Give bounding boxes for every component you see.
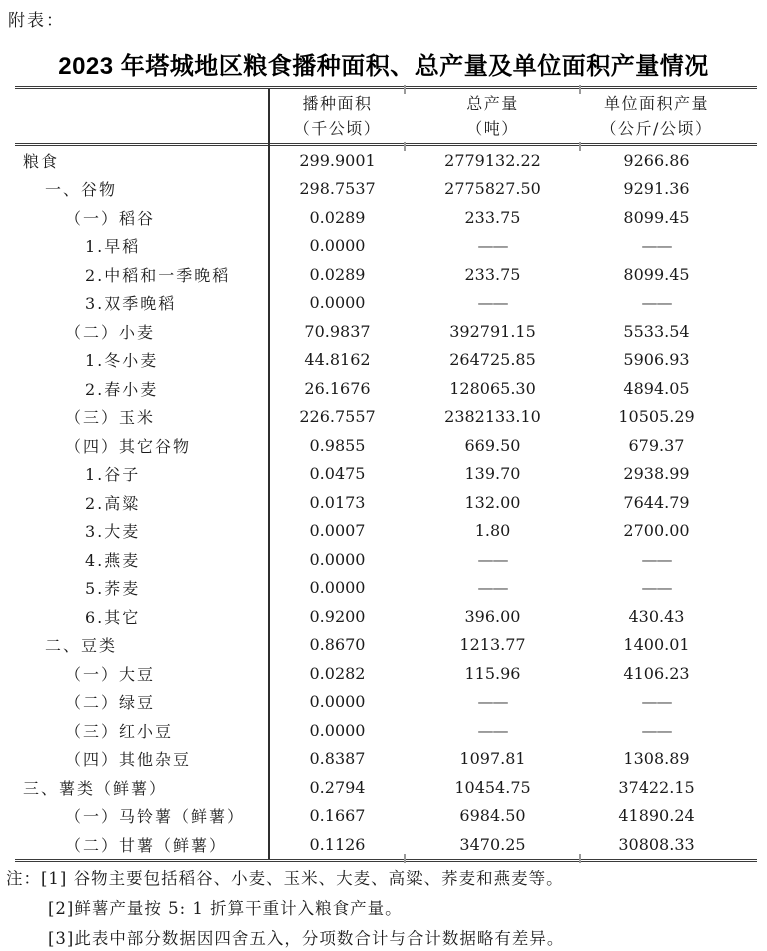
row-label: 2.春小麦 [85, 379, 159, 399]
row-value: 679.37 [628, 435, 685, 455]
row-value: 233.75 [464, 207, 521, 227]
row-label: 3.双季晚稻 [85, 294, 177, 314]
column-header-sown-area-label: 播种面积 [302, 94, 373, 113]
row-label: 3.大麦 [85, 522, 141, 542]
row-value: 0.1126 [309, 834, 366, 854]
table-row [15, 175, 757, 204]
table-row [15, 631, 757, 660]
table-row [15, 688, 757, 717]
row-value-empty: —— [641, 578, 672, 598]
row-value: 70.9837 [304, 321, 371, 341]
row-value: 115.96 [464, 663, 521, 683]
column-header-yield-per-area-label: 单位面积产量 [603, 94, 709, 113]
row-label: 三、薯类（鲜薯） [23, 778, 168, 798]
row-label: （三）红小豆 [65, 721, 174, 741]
row-label: 1.早稻 [85, 237, 141, 257]
row-label: 1.谷子 [85, 465, 141, 485]
row-value: 0.0289 [309, 264, 366, 284]
row-value: 1400.01 [623, 635, 690, 655]
table-header-row [15, 89, 757, 146]
row-value: 2700.00 [623, 521, 690, 541]
row-value: 226.7557 [299, 407, 376, 427]
row-value: 2775827.50 [444, 179, 541, 199]
row-value: 430.43 [628, 606, 685, 626]
header-label-spacer [15, 89, 270, 143]
table-row [15, 431, 757, 460]
row-value: 0.0000 [309, 578, 366, 598]
row-value: 0.0000 [309, 720, 366, 740]
row-value-empty: —— [477, 236, 508, 256]
row-value: 10454.75 [454, 777, 531, 797]
row-value-empty: —— [477, 692, 508, 712]
row-label: （三）玉米 [65, 408, 156, 428]
row-value: 2382133.10 [444, 407, 541, 427]
row-value: 4894.05 [623, 378, 690, 398]
table-row [15, 232, 757, 261]
grain-statistics-table [15, 86, 757, 862]
row-value: 0.8670 [309, 635, 366, 655]
row-value: 10505.29 [618, 407, 695, 427]
table-row [15, 716, 757, 745]
table-row [15, 802, 757, 831]
row-label: （二）绿豆 [65, 693, 156, 713]
column-separator-tick [579, 85, 581, 94]
row-value-empty: —— [477, 293, 508, 313]
row-value: 0.0000 [309, 293, 366, 313]
row-value: 0.0289 [309, 207, 366, 227]
annex-label: 附表： [8, 11, 65, 31]
row-value: 5906.93 [623, 350, 690, 370]
row-value: 298.7537 [299, 179, 376, 199]
table-row [15, 346, 757, 375]
row-value: 139.70 [464, 464, 521, 484]
table-row [15, 545, 757, 574]
row-value: 0.1667 [309, 806, 366, 826]
row-value: 2779132.22 [444, 150, 541, 170]
footnote-1: 注：[1] 谷物主要包括稻谷、小麦、玉米、大麦、高粱、荞麦和燕麦等。 [6, 869, 564, 888]
row-value: 132.00 [464, 492, 521, 512]
column-separator-tick [404, 142, 406, 151]
footnote-3: [3]此表中部分数据因四舍五入，分项数合计与合计数据略有差异。 [48, 929, 565, 948]
table-row [15, 260, 757, 289]
row-value-empty: —— [641, 293, 672, 313]
row-label: 一、谷物 [45, 180, 118, 200]
row-value: 6984.50 [459, 806, 526, 826]
row-value: 264725.85 [449, 350, 536, 370]
table-vertical-divider [268, 89, 270, 859]
row-label: 粮食 [23, 151, 60, 171]
row-value: 3470.25 [459, 834, 526, 854]
table-row [15, 602, 757, 631]
row-label: 2.中稻和一季晚稻 [85, 265, 231, 285]
row-value-empty: —— [641, 236, 672, 256]
row-value: 5533.54 [623, 321, 690, 341]
row-label: （二）小麦 [65, 322, 156, 342]
row-value: 0.0000 [309, 549, 366, 569]
row-value-empty: —— [641, 549, 672, 569]
table-row [15, 659, 757, 688]
row-value: 4106.23 [623, 663, 690, 683]
column-header-total-output-unit: （吨） [466, 119, 519, 138]
table-row [15, 830, 757, 859]
row-value: 37422.15 [618, 777, 695, 797]
column-header-yield-per-area-unit: （公斤/公顷） [600, 119, 713, 138]
page-title: 2023 年塔城地区粮食播种面积、总产量及单位面积产量情况 [58, 53, 709, 80]
table-row [15, 574, 757, 603]
table-row [15, 146, 757, 175]
column-header-total-output [405, 89, 580, 143]
row-value: 1.80 [474, 521, 511, 541]
row-value: 0.9855 [309, 435, 366, 455]
row-value: 0.8387 [309, 749, 366, 769]
table-row [15, 203, 757, 232]
footnote-2: [2]鲜薯产量按 5: 1 折算干重计入粮食产量。 [48, 899, 403, 918]
row-value-empty: —— [641, 720, 672, 740]
row-value: 396.00 [464, 606, 521, 626]
row-value-empty: —— [477, 549, 508, 569]
table-row [15, 289, 757, 318]
table-row [15, 745, 757, 774]
row-value: 0.0007 [309, 521, 366, 541]
row-value: 0.0000 [309, 692, 366, 712]
column-header-yield-per-area [580, 89, 757, 143]
row-label: （二）甘薯（鲜薯） [65, 835, 228, 855]
row-value: 0.2794 [309, 777, 366, 797]
table-body [15, 146, 757, 859]
row-label: 2.高粱 [85, 493, 141, 513]
table-row [15, 773, 757, 802]
row-value: 128065.30 [449, 378, 536, 398]
row-label: 二、豆类 [45, 636, 118, 656]
row-label: 6.其它 [85, 607, 141, 627]
row-label: 5.荞麦 [85, 579, 141, 599]
column-separator-tick [404, 854, 406, 863]
row-value: 0.0000 [309, 236, 366, 256]
row-value: 0.9200 [309, 606, 366, 626]
row-value-empty: —— [477, 578, 508, 598]
column-separator-tick [404, 85, 406, 94]
row-value: 1308.89 [623, 749, 690, 769]
row-value: 1213.77 [459, 635, 526, 655]
table-row [15, 460, 757, 489]
row-label: 1.冬小麦 [85, 351, 159, 371]
row-label: （四）其它谷物 [65, 436, 192, 456]
row-value: 392791.15 [449, 321, 536, 341]
row-value: 0.0282 [309, 663, 366, 683]
row-value: 41890.24 [618, 806, 695, 826]
row-value: 8099.45 [623, 207, 690, 227]
table-row [15, 488, 757, 517]
table-row [15, 317, 757, 346]
row-value: 669.50 [464, 435, 521, 455]
row-value: 9291.36 [623, 179, 690, 199]
row-value: 299.9001 [299, 150, 376, 170]
row-value: 44.8162 [304, 350, 371, 370]
row-value-empty: —— [477, 720, 508, 740]
column-separator-tick [579, 854, 581, 863]
row-value: 0.0475 [309, 464, 366, 484]
column-header-sown-area [270, 89, 405, 143]
row-value: 30808.33 [618, 834, 695, 854]
table-row [15, 374, 757, 403]
column-header-sown-area-unit: （千公顷） [293, 119, 382, 138]
row-label: （一）马铃薯（鲜薯） [65, 807, 246, 827]
row-label: （一）大豆 [65, 664, 156, 684]
table-row [15, 517, 757, 546]
row-label: （四）其他杂豆 [65, 750, 192, 770]
row-value: 1097.81 [459, 749, 526, 769]
footnotes [6, 864, 564, 951]
row-value: 0.0173 [309, 492, 366, 512]
row-label: 4.燕麦 [85, 550, 141, 570]
column-header-total-output-label: 总产量 [466, 94, 519, 113]
column-separator-tick [579, 142, 581, 151]
table-row [15, 403, 757, 432]
row-value-empty: —— [641, 692, 672, 712]
row-value: 233.75 [464, 264, 521, 284]
row-value: 9266.86 [623, 150, 690, 170]
row-label: （一）稻谷 [65, 208, 156, 228]
row-value: 8099.45 [623, 264, 690, 284]
row-value: 26.1676 [304, 378, 371, 398]
row-value: 2938.99 [623, 464, 690, 484]
row-value: 7644.79 [623, 492, 690, 512]
